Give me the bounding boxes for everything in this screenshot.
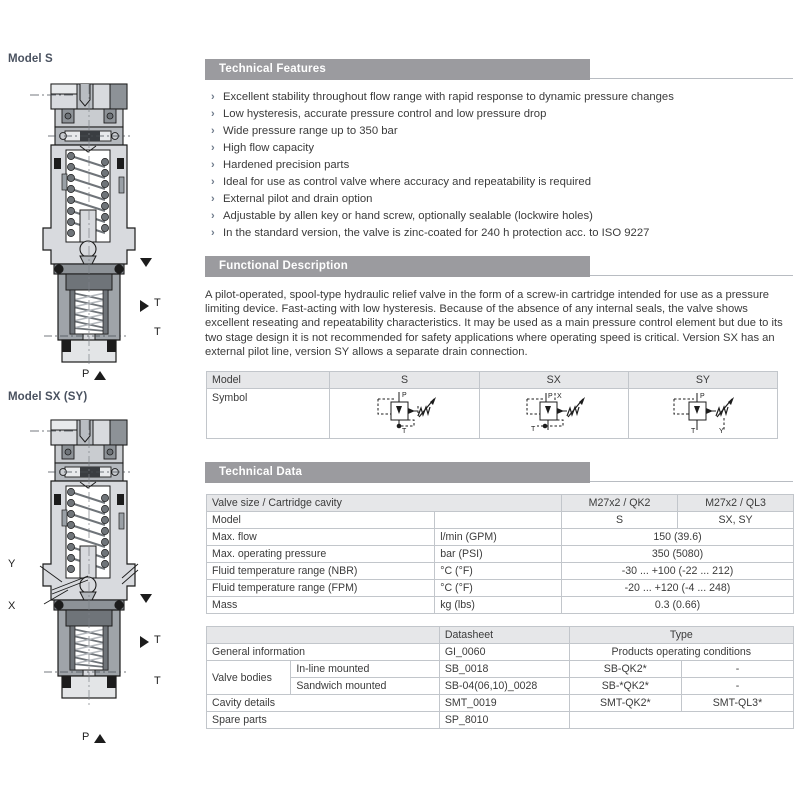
port-label-x-sx: X: [8, 600, 16, 612]
symbol-table-row-label: Model: [207, 372, 330, 389]
cell-cavity-ql3: M27x2 / QL3: [678, 495, 794, 512]
chevron-bullet-icon: ›: [211, 159, 215, 171]
section-title: Technical Features: [219, 63, 326, 75]
svg-text:T: T: [401, 428, 406, 434]
hydraulic-symbol-sx-icon: [515, 390, 593, 434]
cell-row-label: Mass: [207, 597, 435, 614]
cell-subtype: In-line mounted: [291, 661, 440, 678]
svg-text:X: X: [556, 393, 562, 400]
table-row: [207, 661, 794, 678]
datasheet-table: [206, 626, 794, 729]
table-row: [207, 627, 794, 644]
table-row: [207, 580, 794, 597]
drawings-column: [0, 0, 200, 800]
cell-row-value-span: -30 ... +100 (-22 ... 212): [562, 563, 794, 580]
symbol-table-model-s: S: [330, 372, 479, 389]
cell-row-label: Max. flow: [207, 529, 435, 546]
cell-type-value-span: Products operating conditions: [569, 644, 793, 661]
port-label-t-bottom-s: T: [154, 326, 161, 338]
port-label-y-sx: Y: [8, 558, 16, 570]
chevron-bullet-icon: ›: [211, 142, 215, 154]
model-s-drawing: [18, 78, 198, 373]
list-item-label: Excellent stability throughout flow range with rapid response to dynamic pressure changes: [223, 91, 674, 103]
cell-type-header: Type: [569, 627, 793, 644]
symbol-table-model-sy: SY: [628, 372, 777, 389]
cell-type-value-span: [569, 712, 793, 729]
chevron-bullet-icon: ›: [211, 210, 215, 222]
table-row: [207, 712, 794, 729]
list-item-label: Adjustable by allen key or hand screw, optionally sealable (lockwire holes): [223, 210, 593, 222]
svg-text:P: P: [547, 393, 553, 400]
table-row: [207, 495, 794, 512]
list-item-label: Hardened precision parts: [223, 159, 350, 171]
p-arrow-sx-icon: [93, 733, 107, 745]
symbol-cell-sx: [479, 389, 628, 439]
symbol-cell-s: [330, 389, 479, 439]
port-label-t-top-sx: T: [154, 634, 161, 646]
cell-datasheet-code: SB-04(06,10)_0028: [439, 678, 569, 695]
cell-blank-header: [207, 627, 440, 644]
chevron-bullet-icon: ›: [211, 176, 215, 188]
section-title: Functional Description: [219, 260, 348, 272]
symbol-table-model-sx: SX: [479, 372, 628, 389]
list-item-label: Ideal for use as control valve where accuracy and repeatability is required: [223, 176, 591, 188]
model-s-title: Model S: [8, 53, 53, 65]
chevron-bullet-icon: ›: [211, 193, 215, 205]
list-item-label: In the standard version, the valve is zinc-coated for 240 h protection acc. to ISO 9227: [223, 227, 650, 239]
functional-description-text: [205, 288, 785, 359]
chevron-bullet-icon: ›: [211, 227, 215, 239]
description-paragraph: A pilot-operated, spool-type hydraulic relief valve in the form of a screw-in cartridge intended for use as a pressure limiting device. Fast-acting with low hysteresis. Because of the absence of any internal seals, the valve shows excellent reseating and repeatability characteristics. It may be used as a main pressure control element but due to its two stage design it is not recommended for safety applications where operating speed is critical. Version SX has an external pilot line, version SY allows a separate drain connection.: [205, 289, 783, 358]
technical-data-table: [206, 494, 794, 614]
table-row: [207, 644, 794, 661]
port-label-t-bottom-sx: T: [154, 675, 161, 687]
list-item-label: Wide pressure range up to 350 bar: [223, 125, 398, 137]
section-rule: [590, 78, 793, 79]
model-sx-title: Model SX (SY): [8, 391, 88, 403]
table-row: [207, 529, 794, 546]
cell-spare-parts: Spare parts: [207, 712, 440, 729]
table-row: [207, 563, 794, 580]
cell-cavity-details: Cavity details: [207, 695, 440, 712]
symbol-cell-sy: [628, 389, 777, 439]
svg-text:T: T: [530, 426, 535, 433]
cell-type-value-2: SMT-QL3*: [681, 695, 793, 712]
symbol-row-label: Symbol: [207, 389, 330, 439]
cell-row-value-span: -20 ... +120 (-4 ... 248): [562, 580, 794, 597]
table-row: [207, 372, 778, 389]
svg-text:T: T: [690, 428, 696, 434]
table-row: [207, 546, 794, 563]
chevron-bullet-icon: ›: [211, 125, 215, 137]
cell-general-information: General information: [207, 644, 440, 661]
cell-row-label: Fluid temperature range (NBR): [207, 563, 435, 580]
list-item-label: Low hysteresis, accurate pressure control and low pressure drop: [223, 108, 547, 120]
cell-row-value-1: S: [562, 512, 678, 529]
cell-type-value-2: -: [681, 678, 793, 695]
cell-row-units: °C (°F): [435, 580, 562, 597]
port-label-t-top-s: T: [154, 297, 161, 309]
cell-type-value-2: -: [681, 661, 793, 678]
port-label-p-s: P: [82, 368, 90, 380]
cell-datasheet-header: Datasheet: [439, 627, 569, 644]
port-label-p-sx: P: [82, 731, 90, 743]
cell-row-units: kg (lbs): [435, 597, 562, 614]
cell-datasheet-code: SMT_0019: [439, 695, 569, 712]
cell-type-value-1: SB-QK2*: [569, 661, 681, 678]
section-rule: [590, 481, 793, 482]
p-arrow-s-icon: [93, 370, 107, 382]
chevron-bullet-icon: ›: [211, 91, 215, 103]
cell-row-value-span: 150 (39.6): [562, 529, 794, 546]
cell-subtype: Sandwich mounted: [291, 678, 440, 695]
table-row: [207, 678, 794, 695]
list-item-label: External pilot and drain option: [223, 193, 373, 205]
cell-datasheet-code: SP_8010: [439, 712, 569, 729]
cell-row-units: bar (PSI): [435, 546, 562, 563]
hydraulic-symbol-sy-icon: [664, 390, 742, 434]
cell-row-units: [435, 512, 562, 529]
section-title: Technical Data: [219, 466, 303, 478]
table-row: [207, 389, 778, 439]
cell-row-label: Max. operating pressure: [207, 546, 435, 563]
model-sx-drawing: [18, 414, 198, 719]
list-item-label: High flow capacity: [223, 142, 315, 154]
cell-datasheet-code: SB_0018: [439, 661, 569, 678]
cell-type-value-1: SMT-QK2*: [569, 695, 681, 712]
section-rule: [590, 275, 793, 276]
hydraulic-symbol-s-icon: [366, 390, 444, 434]
cell-row-units: l/min (GPM): [435, 529, 562, 546]
cell-cavity-qk2: M27x2 / QK2: [562, 495, 678, 512]
cell-row-units: °C (°F): [435, 563, 562, 580]
chevron-bullet-icon: ›: [211, 108, 215, 120]
cell-row-value-span: 350 (5080): [562, 546, 794, 563]
cell-row-label: Fluid temperature range (FPM): [207, 580, 435, 597]
cell-type-value-1: SB-*QK2*: [569, 678, 681, 695]
svg-text:Y: Y: [718, 428, 724, 434]
cell-row-label: Model: [207, 512, 435, 529]
symbol-table: [206, 371, 778, 439]
table-row: [207, 597, 794, 614]
cell-row-value-span: 0.3 (0.66): [562, 597, 794, 614]
cell-datasheet-code: GI_0060: [439, 644, 569, 661]
cell-valve-bodies: Valve bodies: [207, 661, 291, 695]
svg-text:P: P: [699, 393, 705, 400]
table-row: [207, 512, 794, 529]
cell-valve-size-label: Valve size / Cartridge cavity: [207, 495, 562, 512]
svg-text:P: P: [401, 392, 407, 399]
table-row: [207, 695, 794, 712]
content-column: [205, 0, 800, 800]
cell-row-value-2: SX, SY: [678, 512, 794, 529]
